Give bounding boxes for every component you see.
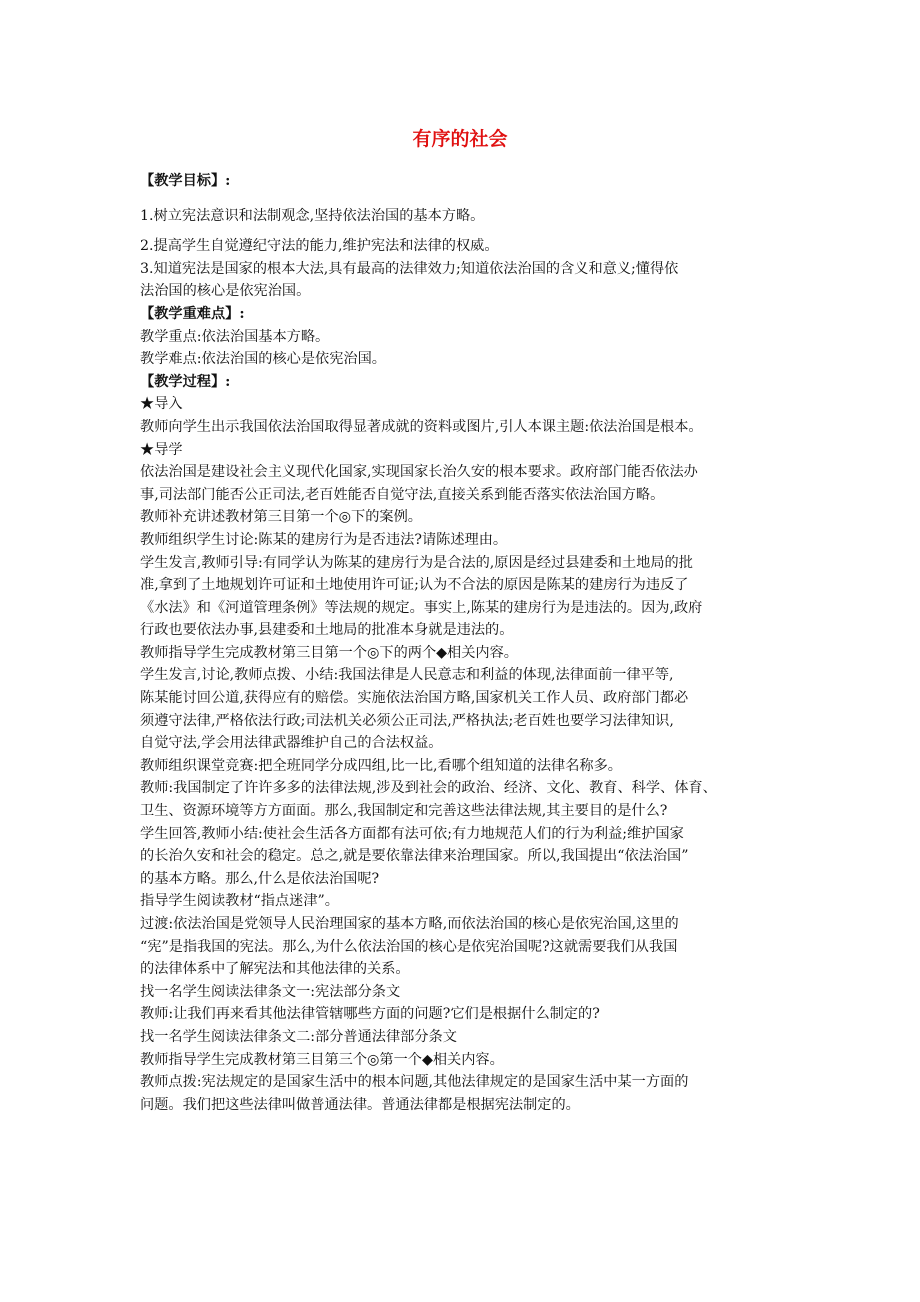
text-line: 教师点拨:宪法规定的是国家生活中的根本问题,其他法律规定的是国家生活中某一方面的 xyxy=(140,1074,689,1091)
text-line: 教师组织学生讨论:陈某的建房行为是否违法?请陈述理由。 xyxy=(140,531,508,548)
text-line: 教师:让我们再来看其他法律管辖哪些方面的问题?它们是根据什么制定的? xyxy=(140,1006,600,1023)
section-heading: 【教学过程】: xyxy=(140,373,231,390)
text-line: 2.提高学生自觉遵纪守法的能力,维护宪法和法律的权威。 xyxy=(140,238,499,255)
text-line: 问题。我们把这些法律叫做普通法律。普通法律都是根据宪法制定的。 xyxy=(140,1096,580,1113)
text-line: 教学重点:依法治国基本方略。 xyxy=(140,328,330,345)
document-title: 有序的社会 xyxy=(412,128,508,150)
text-line: 教师指导学生完成教材第三目第三个◎第一个◆相关内容。 xyxy=(140,1051,504,1068)
text-line: 的长治久安和社会的稳定。总之,就是要依靠法律来治理国家。所以,我国提出“依法治国” xyxy=(140,848,689,865)
text-line: 教师向学生出示我国依法治国取得显著成就的资料或图片,引人本课主题:依法治国是根本。 xyxy=(140,418,703,435)
text-line: “宪”是指我国的宪法。那么,为什么依法治国的核心是依宪治国呢?这就需要我们从我国 xyxy=(140,938,678,955)
text-line: 法治国的核心是依宪治国。 xyxy=(140,283,311,300)
text-line: 教师补充讲述教材第三目第一个◎下的案例。 xyxy=(140,509,422,526)
section-heading: 【教学重难点】: xyxy=(140,305,245,322)
text-line: 过渡:依法治国是党领导人民治理国家的基本方略,而依法治国的核心是依宪治国,这里的 xyxy=(140,916,679,932)
text-line: 指导学生阅读教材“指点迷津”。 xyxy=(140,893,339,910)
text-line: 找一名学生阅读法律条文一:宪法部分条文 xyxy=(140,983,401,1000)
text-line: 教师:我国制定了许许多多的法律法规,涉及到社会的政治、经济、文化、教育、科学、体育、 xyxy=(140,780,717,797)
text-line: 须遵守法律,严格依法行政;司法机关必须公正司法,严格执法;老百姓也要学习法律知识, xyxy=(140,712,674,729)
text-line: 自觉守法,学会用法律武器维护自己的合法权益。 xyxy=(140,735,443,752)
text-line: 准,拿到了土地规划许可证和土地使用许可证;认为不合法的原因是陈某的建房行为违反了 xyxy=(140,577,689,594)
text-line: 学生发言,讨论,教师点拨、小结:我国法律是人民意志和利益的体现,法律面前一律平等, xyxy=(140,667,674,684)
text-line: ★导学 xyxy=(140,441,183,458)
text-line: 学生回答,教师小结:使社会生活各方面都有法可依;有力地规范人们的行为利益;维护国家 xyxy=(140,825,684,842)
text-line: 找一名学生阅读法律条文二:部分普通法律部分条文 xyxy=(140,1028,457,1045)
text-line: 事,司法部门能否公正司法,老百姓能否自觉守法,直接关系到能否落实依法治国方略。 xyxy=(140,486,665,503)
document-body xyxy=(140,170,785,1116)
text-line: 的基本方略。那么,什么是依法治国呢? xyxy=(140,870,380,887)
text-line: 陈某能讨回公道,获得应有的赔偿。实施依法治国方略,国家机关工作人员、政府部门都必 xyxy=(140,690,689,707)
text-line: 《水法》和《河道管理条例》等法规的规定。事实上,陈某的建房行为是违法的。因为,政府 xyxy=(140,599,703,616)
text-line: 卫生、资源环境等方方面面。那么,我国制定和完善这些法律法规,其主要目的是什么? xyxy=(140,803,668,820)
text-line: 3.知道宪法是国家的根本大法,具有最高的法律效力;知道依法治国的含义和意义;懂得依 xyxy=(140,260,679,277)
text-line: 行政也要依法办事,县建委和土地局的批准本身就是违法的。 xyxy=(140,622,514,639)
section-heading: 【教学目标】: xyxy=(140,173,231,189)
text-line: 学生发言,教师引导:有同学认为陈某的建房行为是合法的,原因是经过县建委和土地局的批 xyxy=(140,554,693,571)
text-line: 依法治国是建设社会主义现代化国家,实现国家长治久安的根本要求。政府部门能否依法办 xyxy=(140,464,698,481)
text-line: 教师指导学生完成教材第三目第一个◎下的两个◆相关内容。 xyxy=(140,644,518,661)
text-line: 的法律体系中了解宪法和其他法律的关系。 xyxy=(140,961,410,978)
text-line: 教师组织课堂竞赛:把全班同学分成四组,比一比,看哪个组知道的法律名称多。 xyxy=(140,757,622,774)
text-line: 教学难点:依法治国的核心是依宪治国。 xyxy=(140,351,386,368)
text-line: ★导入 xyxy=(140,396,183,413)
text-line: 1.树立宪法意识和法制观念,坚持依法治国的基本方略。 xyxy=(140,207,485,224)
